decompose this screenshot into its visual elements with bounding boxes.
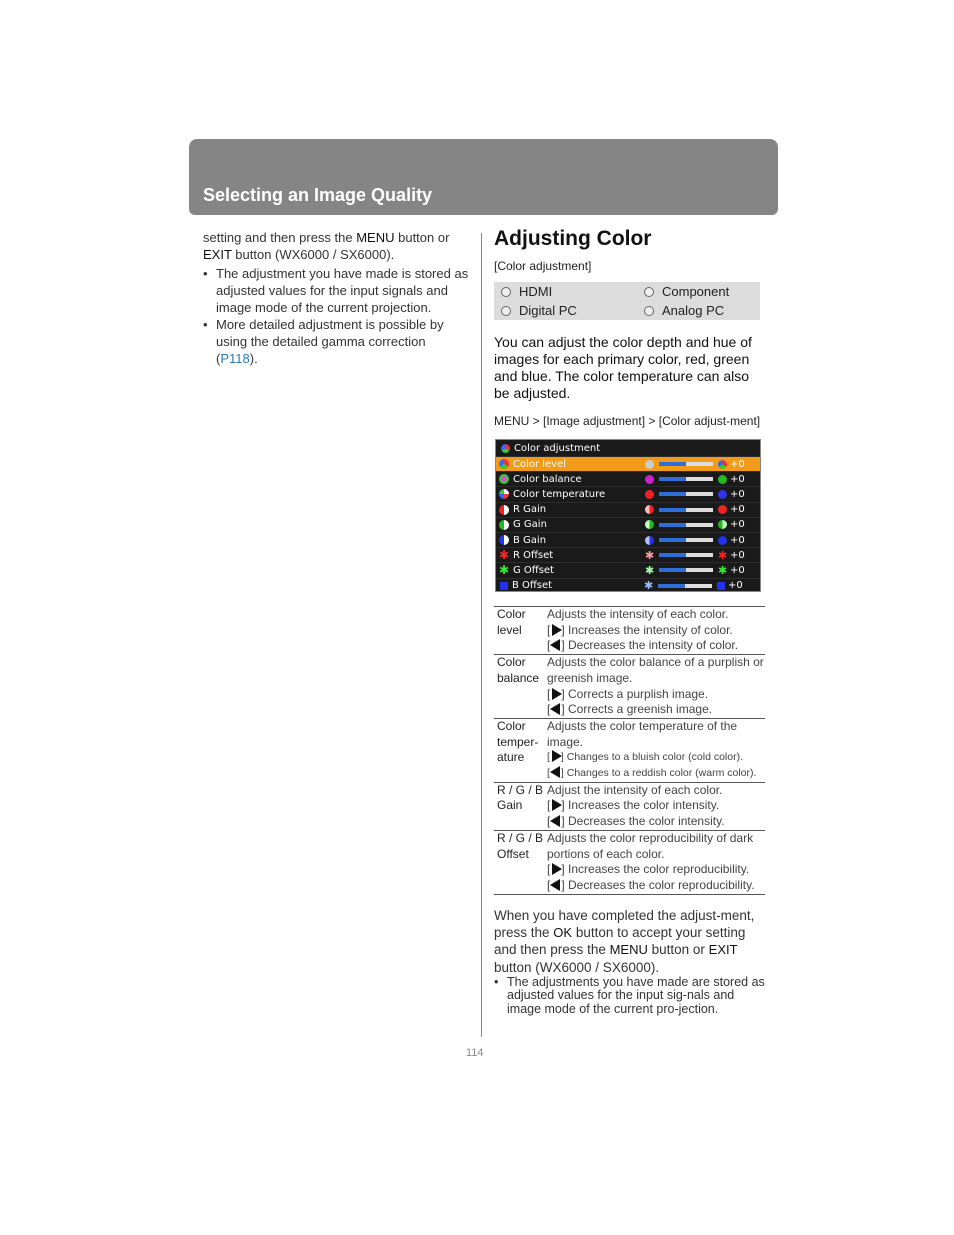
osd-label: R Gain [513, 504, 547, 516]
low-level-icon [645, 460, 654, 469]
table-definition [547, 718, 765, 782]
signal-digital-pc [494, 301, 637, 320]
table-term: Color temper-ature [494, 718, 547, 782]
osd-value: +0 [730, 504, 745, 516]
b-gain-icon [499, 535, 509, 545]
osd-label: Color temperature [513, 488, 606, 500]
table-term: R / G / B Offset [494, 830, 547, 894]
osd-row-r-offset[interactable] [496, 547, 760, 562]
signal-label: Component [662, 284, 730, 299]
section-title: Selecting an Image Quality [203, 185, 433, 205]
table-term: Color level [494, 607, 547, 655]
right-arrow-icon [550, 863, 561, 874]
slider-bar[interactable] [659, 553, 713, 557]
text-span: button (WX6000 / SX6000). [494, 959, 660, 975]
table-term: Color balance [494, 655, 547, 719]
page-link-p118[interactable]: P118 [220, 351, 250, 366]
completion-paragraph [494, 907, 766, 976]
slider-bar[interactable] [659, 568, 713, 572]
osd-value: +0 [730, 519, 745, 531]
definition-text: Adjusts the color reproducibility of dark portions of each color. [547, 830, 754, 861]
left-bullet-list [203, 265, 469, 367]
table-row [494, 718, 765, 782]
high-level-icon [718, 460, 727, 469]
section-heading: Adjusting Color [494, 227, 652, 250]
text-span: When you have completed the adjust-ment, press the [494, 907, 755, 940]
cold-icon [718, 490, 727, 499]
section-header-band [189, 139, 778, 215]
table-definition [547, 830, 765, 894]
b-low-star-icon: ✱ [644, 579, 654, 593]
intro-paragraph: You can adjust the color depth and hue of images for each primary color, red, green and blue. The color temperature can also be adjusted. [494, 334, 752, 401]
radio-icon [644, 306, 654, 316]
osd-label: Color balance [513, 473, 582, 485]
decrease-line: [ ] Decreases the intensity of color. [547, 638, 739, 653]
osd-row-b-offset[interactable] [496, 578, 760, 593]
decrease-line: [ ] Changes to a reddish color (warm color). [547, 767, 757, 780]
osd-label: B Gain [513, 534, 547, 546]
slider-bar[interactable] [659, 477, 713, 481]
menu-key: MENU [356, 230, 395, 245]
slider-bar[interactable] [658, 584, 712, 588]
osd-title-row [496, 440, 760, 456]
g-gain-icon [499, 520, 509, 530]
menu-path: MENU > [Image adjustment] > [Color adjust-ment] [494, 414, 761, 428]
osd-value: +0 [730, 534, 745, 546]
g-high-icon [718, 520, 727, 529]
column-divider [481, 233, 482, 1037]
radio-icon [644, 287, 654, 297]
table-term: R / G / B Gain [494, 782, 547, 830]
increase-line: [ ] Corrects a purplish image. [547, 686, 709, 701]
radio-icon [501, 306, 511, 316]
left-intro-paragraph [203, 229, 469, 263]
right-arrow-icon [550, 799, 561, 810]
input-signal-box [494, 282, 760, 320]
green-icon [718, 475, 727, 484]
osd-value: +0 [730, 549, 745, 561]
warm-icon [645, 490, 654, 499]
exit-key: EXIT [708, 942, 738, 958]
decrease-text: ] Decreases the color intensity. [561, 814, 725, 829]
right-arrow-icon [550, 624, 561, 635]
g-low-star-icon: ✱ [645, 563, 655, 577]
slider-bar[interactable] [659, 462, 713, 466]
decrease-text: ] Decreases the intensity of color. [561, 638, 739, 653]
decrease-text: ] Corrects a greenish image. [561, 702, 713, 717]
r-low-star-icon: ✱ [645, 548, 655, 562]
osd-row-color-balance[interactable] [496, 471, 760, 486]
increase-line: [ ] Changes to a bluish color (cold color). [547, 751, 744, 764]
increase-text: ] Corrects a purplish image. [561, 686, 709, 701]
bullet-item: • The adjustments you have made are stored as adjusted values for the input sig-nals and image mode of the current pro-jection. [494, 976, 766, 1017]
table-definition [547, 782, 765, 830]
left-arrow-icon [550, 639, 561, 650]
table-row [494, 607, 765, 655]
increase-line: [ ] Increases the color reproducibility. [547, 862, 750, 877]
b-high-icon [718, 536, 727, 545]
osd-label: Color level [513, 458, 567, 470]
decrease-line: [ ] Corrects a greenish image. [547, 702, 713, 717]
menu-key: MENU [609, 942, 648, 958]
radio-icon [501, 287, 511, 297]
osd-title: Color adjustment [514, 442, 601, 454]
text-span: button to accept your setting and then press the [494, 924, 746, 958]
g-low-icon [645, 520, 654, 529]
table-definition [547, 655, 765, 719]
osd-label: B Offset [512, 580, 553, 592]
osd-row-color-level[interactable] [496, 456, 760, 471]
settings-description-table [494, 606, 765, 895]
definition-text: Adjusts the intensity of each color. [547, 607, 729, 621]
bullet-item [203, 316, 469, 367]
table-definition [547, 607, 765, 655]
b-low-icon [645, 536, 654, 545]
table-row [494, 782, 765, 830]
b-offset-icon [500, 582, 508, 590]
left-arrow-icon [550, 879, 561, 890]
table-row [494, 830, 765, 894]
r-high-star-icon: ✱ [718, 548, 728, 562]
right-arrow-icon [550, 750, 561, 761]
decrease-text: ] Changes to a reddish color (warm color). [560, 767, 757, 780]
osd-value: +0 [728, 580, 743, 592]
table-row [494, 655, 765, 719]
exit-key: EXIT [203, 247, 232, 262]
definition-text: Adjusts the color balance of a purplish or greenish image. [547, 655, 764, 685]
ok-key: OK [553, 924, 573, 940]
color-adjustment-menu-screenshot [495, 439, 761, 592]
osd-row-g-gain[interactable] [496, 517, 760, 532]
increase-line: [ ] Increases the color intensity. [547, 798, 720, 813]
r-low-icon [645, 505, 654, 514]
increase-text: ] Increases the intensity of color. [561, 622, 733, 637]
increase-line: [ ] Increases the intensity of color. [547, 622, 733, 637]
g-high-star-icon: ✱ [718, 563, 728, 577]
increase-text: ] Changes to a bluish color (cold color). [560, 751, 744, 764]
osd-label: G Offset [513, 564, 554, 576]
signal-component [637, 282, 760, 301]
left-arrow-icon [550, 766, 561, 777]
osd-value: +0 [730, 473, 745, 485]
increase-text: ] Increases the color intensity. [561, 798, 720, 813]
signal-label: Digital PC [519, 303, 577, 318]
signal-hdmi [494, 282, 637, 301]
slider-bar[interactable] [659, 508, 713, 512]
osd-row-r-gain[interactable] [496, 502, 760, 517]
signal-analog-pc [637, 301, 760, 320]
decrease-text: ] Decreases the color reproducibility. [561, 877, 755, 892]
text-span: button or [647, 942, 709, 958]
decrease-line: [ ] Decreases the color intensity. [547, 814, 725, 829]
slider-bar[interactable] [659, 492, 713, 496]
slider-bar[interactable] [659, 523, 713, 527]
left-arrow-icon [550, 703, 561, 714]
osd-row-g-offset[interactable] [496, 562, 760, 577]
right-arrow-icon [550, 688, 561, 699]
definition-text: Adjusts the color temperature of the image. [547, 718, 738, 749]
osd-value: +0 [730, 488, 745, 500]
osd-label: G Gain [513, 519, 547, 531]
right-bullet-list [494, 976, 766, 1017]
slider-bar[interactable] [659, 538, 713, 542]
osd-row-color-temperature[interactable] [496, 486, 760, 501]
color-level-icon [499, 459, 509, 469]
r-offset-icon: ✱ [499, 548, 510, 563]
text-span: button or [394, 230, 450, 245]
color-adjust-icon [501, 444, 510, 453]
increase-text: ] Increases the color reproducibility. [561, 862, 750, 877]
osd-value: +0 [730, 458, 745, 470]
feature-subtitle: [Color adjustment] [494, 259, 592, 273]
right-column [494, 225, 766, 1016]
text-span: button (WX6000 / SX6000). [231, 247, 395, 262]
osd-label: R Offset [513, 549, 554, 561]
text-span: More detailed adjustment is possible by using the detailed gamma correction ( [216, 317, 444, 366]
bullet-item: • The adjustment you have made is stored as adjusted values for the input signals and image mode of the current projection. [203, 265, 469, 316]
left-column [203, 229, 469, 367]
definition-text: Adjust the intensity of each color. [547, 782, 723, 797]
decrease-line: [ ] Decreases the color reproducibility. [547, 877, 755, 892]
signal-label: Analog PC [662, 303, 725, 318]
r-high-icon [718, 505, 727, 514]
purple-icon [645, 475, 654, 484]
left-arrow-icon [550, 815, 561, 826]
osd-row-b-gain[interactable] [496, 532, 760, 547]
signal-label: HDMI [519, 284, 553, 299]
g-offset-icon: ✱ [499, 563, 510, 578]
r-gain-icon [499, 505, 509, 515]
color-temperature-icon [499, 489, 509, 499]
text-span: setting and then press the [203, 230, 357, 245]
color-balance-icon [499, 474, 509, 484]
page-number: 114 [466, 1047, 484, 1059]
text-span: ). [249, 351, 258, 366]
b-high-icon [717, 582, 725, 590]
osd-value: +0 [730, 564, 745, 576]
